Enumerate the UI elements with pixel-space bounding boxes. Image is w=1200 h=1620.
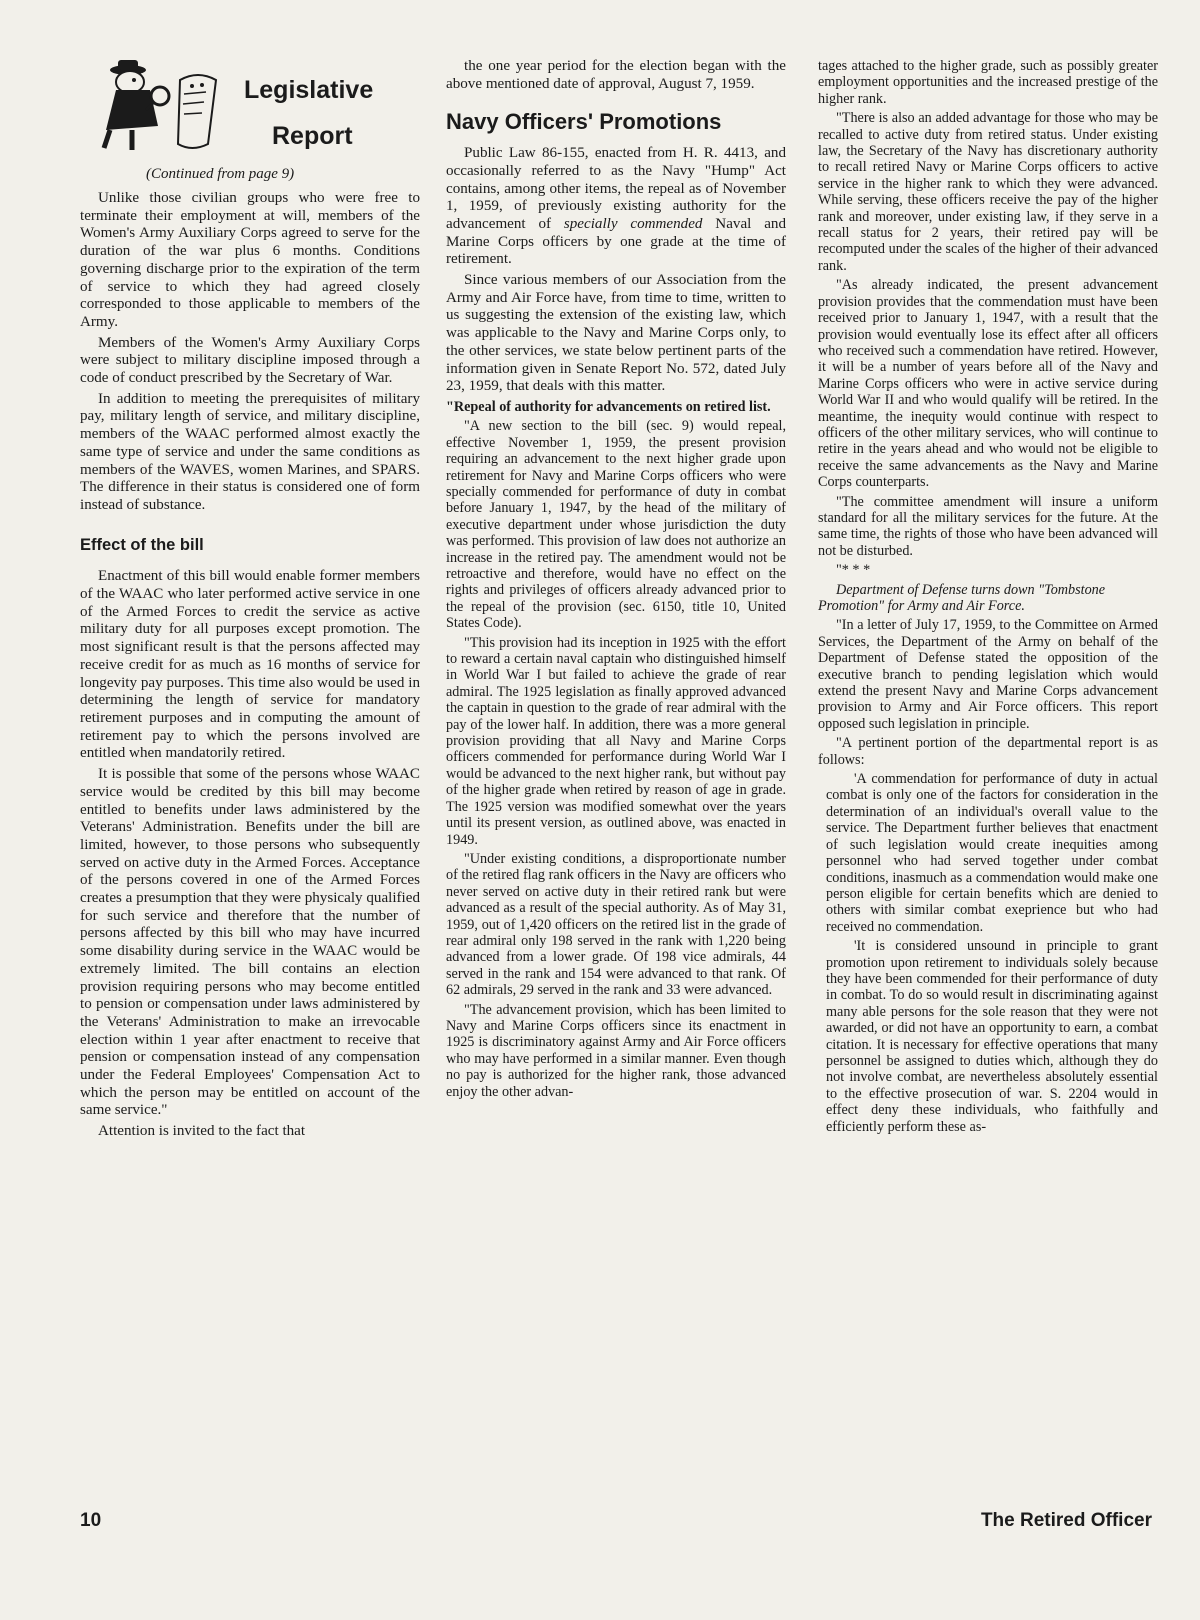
masthead xyxy=(80,56,420,188)
column-1 xyxy=(80,190,420,1141)
column-2 xyxy=(446,58,786,1100)
text-run: Public Law 86-155, enacted from H. R. 4413, and occasionally referred to as the Navy "Hump" Act contains, among other items, the repeal as of November 1, 1959, of previously existing authority for the advancement of xyxy=(446,145,786,232)
paragraph: tages attached to the higher grade, such as possibly greater employment opportunities and the increased prestige of the higher rank. xyxy=(818,58,1158,107)
paragraph: "This provision had its inception in 1925 with the effort to reward a certain naval captain who distinguished himself in World War I but failed to achieve the grade of rear admiral. The 1925 legislation as finally approved advanced the captain in question to the grade of rear admiral with the pay of the lower half. In addition, there was a more general provision providing that all Navy and Marine Corps officers commended for performance during World War I would be advanced to the next higher rank, but without pay of the higher grade when retired by reason of age in grade. The 1925 version was modified somewhat over the years until its present version, as outlined above, was enacted in 1949. xyxy=(446,634,786,848)
subheading: "Repeal of authority for advancements on retired list. xyxy=(446,398,771,415)
publication-name: The Retired Officer xyxy=(980,1510,1152,1531)
paragraph: "The committee amendment will insure a uniform standard for all the military services for the future. At the same time, the rights of those who have been advanced will not be disturbed. xyxy=(818,493,1158,559)
paragraph: "Under existing conditions, a disproportionate number of the retired flag rank officers in the Navy are officers who never served on active duty in their retired rank but were advanced as a result of the special authority. As of May 31, 1959, out of 1,420 officers on the retired list in the grade of rear admiral only 198 served in the rank with 1,220 being advanced from a lower grade. Of 198 vice admirals, 44 served in the rank and 154 were advanced to that rank. Of 62 admirals, 29 served in the rank and 33 were advanced. xyxy=(446,850,786,999)
paragraph: "In a letter of July 17, 1959, to the Committee on Armed Services, the Department of the Army on behalf of the Department of Defense stated the opposition of the executive branch to pending legislation which would extend the present Navy and Marine Corps advancement provision to Army and Air Force officers. This report opposed such legislation in principle. xyxy=(818,617,1158,732)
paragraph: 'It is considered unsound in principle to grant promotion upon retirement to individuals solely because they have been commended for their performance of duty in combat. To do so would result in discriminating against many able persons for the sole reason that they were not awarded, or did not have an opportunity to earn, a combat citation. It is necessary for effective operations that many personnel be assigned to duties which, although they do not involve combat, are nevertheless absolutely essential to the effective prosecution of war. S. 2204 would in effect deny these individuals, who faithfully and efficiently perform these as- xyxy=(826,938,1158,1135)
paragraph: Attention is invited to the fact that xyxy=(98,1123,306,1140)
masthead-title-line1: Legislative xyxy=(244,76,374,104)
paragraph: "A pertinent portion of the departmental report is as follows: xyxy=(818,735,1158,768)
paragraph: "A new section to the bill (sec. 9) would repeal, effective November 1, 1959, the present provision requiring an advancement to the next higher grade upon retirement for Navy and Marine Corps officers who were specially commended for performance of duty in combat before January 1, 1947, by the head of the military of executive department under whose jurisdiction the duty was performed. This provision of law does not authorize an increase in the retired pay. The amendment would not be retroactive and therefore, would have no effect on the rights and privileges of officers already advanced prior to the repeal of the provision (sec. 6150, title 10, United States Code). xyxy=(446,418,786,632)
continued-note: (Continued from page 9) xyxy=(146,166,295,182)
paragraph: Enactment of this bill would enable former members of the WAAC who later performed active service in one of the Armed Forces to credit the service as active military duty for all purposes except promotion. The most significant result is that the persons affected may receive credit for as much as 16 months of service for longevity pay purposes. This time also would be used in determining the length of service for mandatory retirement purposes and in computing the amount of retirement pay to which the persons involved are entitled when mandatorily retired. xyxy=(80,568,420,762)
mascot-illustration xyxy=(80,56,230,156)
ellipsis-stars: "* * * xyxy=(836,562,871,579)
page-number: 10 xyxy=(80,1510,102,1531)
paragraph: Unlike those civilian groups who were free to terminate their employment at will, members of the Women's Army Auxiliary Corps agreed to serve for the duration of the war plus 6 months. Conditions governing discharge prior to the expiration of the term of service to which they had agreed closely corresponded to those applicable to members of the Army. xyxy=(80,190,420,330)
italic-subheading: Department of Defense turns down "Tombstone Promotion" for Army and Air Force. xyxy=(818,581,1106,614)
paragraph: It is possible that some of the persons whose WAAC service would be credited by this bill may become entitled to benefits under laws administered by the Veterans' Administration. Benefits under the bill are limited, however, to those persons who subsequently served on active duty in the Armed Forces. Acceptance of the persons covered in one of the Armed Forces creates a presumption that they were physicaly qualified for such service and therefore that the number of persons affected by this bill who may have incurred some disability during service in the WAAC would be extremely limited. The bill contains an election provision requiring persons who may become entitled to pension or compensation under laws administered by the Veterans' Administration to make an irrevocable election within 1 year after enactment to receive that pension or compensation instead of any compensation under the Federal Employees' Compensation Act to which the person may be entitled on account of the same service." xyxy=(80,766,420,1119)
paragraph: "The advancement provision, which has been limited to Navy and Marine Corps officers since its enactment in 1925 is discriminatory against Army and Air Force officers who may have performed in a similar manner. Even though no pay is authorized for the higher rank, those advanced enjoy the other advan- xyxy=(446,1001,786,1100)
paragraph: Members of the Women's Army Auxiliary Corps were subject to military discipline imposed through a code of conduct prescribed by the Secretary of War. xyxy=(80,334,420,387)
paragraph: In addition to meeting the prerequisites of military pay, military length of service, and military discipline, members of the WAAC performed almost exactly the same type of service and under the same conditions as members of the WAVES, women Marines, and SPARS. The difference in their status is considered one of form instead of substance. xyxy=(80,390,420,513)
paragraph: 'A commendation for performance of duty in actual combat is only one of the factors for consideration in the determination of an individual's overall value to the service. The Department further believes that enactment of such legislation would create inequities among personnel who had served together under combat conditions, inasmuch as a commendation would make one person eligible for certain benefits which are denied to others with similar combat exeprience but who had received no commendation. xyxy=(826,771,1158,935)
paragraph xyxy=(446,145,786,269)
column-3 xyxy=(818,58,1158,1135)
masthead-title-line2: Report xyxy=(272,122,353,150)
paragraph: Since various members of our Association from the Army and Air Force have, from time to time, written to us suggesting the extension of the existing law, which was applicable to the Navy and Marine Corps only, to the other services, we state below pertinent parts of the information given in Senate Report No. 572, dated July 23, 1959, that deals with this matter. xyxy=(446,272,786,395)
emphasis: specially commended xyxy=(563,215,703,232)
article-title-navy-promotions: Navy Officers' Promotions xyxy=(446,109,722,135)
paragraph: "There is also an added advantage for those who may be recalled to active duty from retired status. Under existing law, the Secretary of the Navy has discretionary authority to recall retired Navy or Marine Corps officers to active service in the higher rank to which they were advanced. While serving, these officers receive the pay of the higher rank and moreover, under existing law, if they serve in a recall status for 2 years, their retired pay will be recomputed under the scales of the higher of their advanced rank. xyxy=(818,110,1158,274)
section-heading-effect: Effect of the bill xyxy=(80,535,204,554)
paragraph: the one year period for the election began with the above mentioned date of approval, August 7, 1959. xyxy=(446,58,786,92)
text-run: Naval and Marine Corps officers by one grade at the time of retirement. xyxy=(446,215,786,268)
paragraph: "As already indicated, the present advancement provision provides that the commendation must have been received prior to January 1, 1947, with a result that the provision would eventually lose its effect after all officers who received such a commendation have retired. However, it will be a number of years before all of the Navy and Marine Corps officers who were in active service during World War II and who would qualify will be retired. In the meantime, the inequity would continue with respect to officers of the other military services, who will continue to retire in the years ahead and who would not be eligible to receive the same advancements as the Navy and Marine Corps counterparts. xyxy=(818,277,1158,491)
